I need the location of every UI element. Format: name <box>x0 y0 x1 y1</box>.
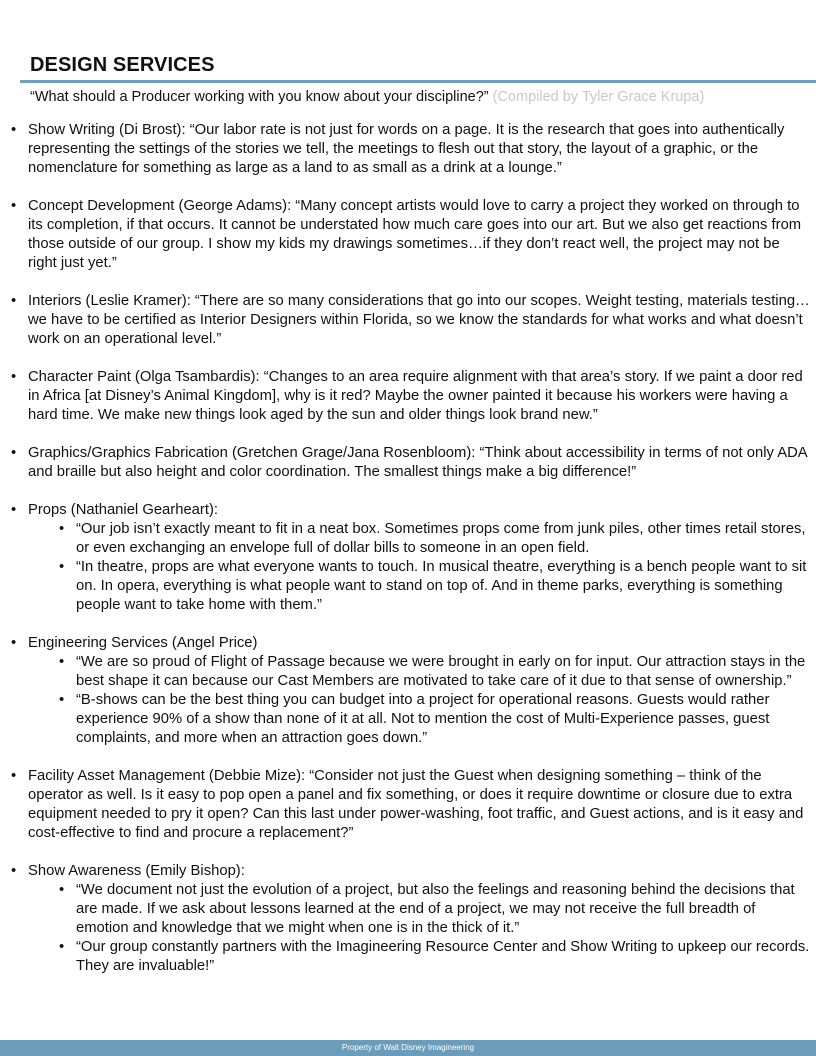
subtitle <box>30 88 704 106</box>
bullet-icon: • <box>59 521 65 537</box>
sub-list-item <box>28 558 812 615</box>
list-item <box>0 501 812 615</box>
list-item <box>0 862 812 976</box>
bullet-icon: • <box>59 939 65 955</box>
header-divider <box>20 80 816 83</box>
sub-list <box>28 881 812 976</box>
bullet-icon: • <box>11 635 17 651</box>
sub-list-item <box>28 938 812 976</box>
footer-text: Property of Walt Disney Imagineering <box>341 1043 475 1052</box>
list-item <box>0 292 812 349</box>
discipline-list <box>0 121 812 976</box>
bullet-icon: • <box>11 122 17 138</box>
sub-list-item-text: “Our group constantly partners with the Imagineering Resource Center and Show Writing to upkeep our records. They are invaluable!” <box>76 939 810 974</box>
sub-list-item <box>28 691 812 748</box>
list-item-text: Engineering Services (Angel Price) <box>28 635 258 651</box>
sub-list-item-text: “In theatre, props are what everyone wants to touch. In musical theatre, everything is a bench people want to sit on. In opera, everything is what people want to stand on top of. And in theme parks, everything is something people want to take home with them.” <box>76 559 807 613</box>
sub-list-item <box>28 881 812 938</box>
bullet-icon: • <box>11 502 17 518</box>
list-item <box>0 444 812 482</box>
sub-list-item-text: “Our job isn’t exactly meant to fit in a neat box. Sometimes props come from junk piles, other times retail stores, or even exchanging an envelope full of dollar bills to someone in an open field. <box>76 521 806 556</box>
list-item-text: Facility Asset Management (Debbie Mize): “Consider not just the Guest when designing something – think of the operator as well. Is it easy to pop open a panel and fix something, or does it require downtime or closure due to extra equipment needed to pry it open? Can this last under power-washing, foot traffic, and Guest actions, and is it easy and cost-effective to find and procure a replacement?” <box>28 768 804 841</box>
bullet-icon: • <box>11 445 17 461</box>
list-item <box>0 767 812 843</box>
sub-list-item <box>28 520 812 558</box>
bullet-icon: • <box>11 369 17 385</box>
sub-list <box>28 520 812 615</box>
sub-list-item <box>28 653 812 691</box>
subtitle-question: “What should a Producer working with you know about your discipline?” <box>30 89 489 105</box>
list-item <box>0 368 812 425</box>
sub-list <box>28 653 812 748</box>
list-item <box>0 121 812 178</box>
subtitle-credit: (Compiled by Tyler Grace Krupa) <box>492 89 705 105</box>
list-item-text: Show Writing (Di Brost): “Our labor rate is not just for words on a page. It is the research that goes into authentically representing the settings of the stories we tell, the meetings to flesh out that story, the layout of a graphic, or the nomenclature for something as large as a land to as small as a drink at a lounge.” <box>28 122 785 176</box>
bullet-icon: • <box>59 692 65 708</box>
list-item-text: Character Paint (Olga Tsambardis): “Changes to an area require alignment with that area’s story. If we paint a door red in Africa [at Disney’s Animal Kingdom], why is it red? Maybe the owner painted it because his workers were having a hard time. We make new things look aged by the sun and older things look brand new.” <box>28 369 803 423</box>
list-item-text: Interiors (Leslie Kramer): “There are so many considerations that go into our scopes. Weight testing, materials testing…we have to be certified as Interior Designers within Florida, so we know the standards for what works and what doesn’t work on an operational level.” <box>28 293 810 347</box>
page-title: DESIGN SERVICES <box>30 54 215 76</box>
list-item <box>0 197 812 273</box>
bullet-icon: • <box>59 882 65 898</box>
bullet-icon: • <box>11 293 17 309</box>
list-item-text: Concept Development (George Adams): “Many concept artists would love to carry a project they worked on through to its completion, if that occurs. It cannot be understated how much care goes into our art. But we also get reactions from those outside of our group. I show my kids my drawings sometimes…if they don’t react well, the project may not be right just yet.” <box>28 198 802 271</box>
bullet-icon: • <box>11 198 17 214</box>
content-area <box>0 121 812 995</box>
bullet-icon: • <box>11 768 17 784</box>
bullet-icon: • <box>59 559 65 575</box>
list-item <box>0 634 812 748</box>
list-item-text: Graphics/Graphics Fabrication (Gretchen Grage/Jana Rosenbloom): “Think about accessibility in terms of not only ADA and braille but also height and color coordination. The smallest things make a big difference!” <box>28 445 807 480</box>
list-item-text: Props (Nathaniel Gearheart): <box>28 502 218 518</box>
bullet-icon: • <box>11 863 17 879</box>
bullet-icon: • <box>59 654 65 670</box>
sub-list-item-text: “We document not just the evolution of a project, but also the feelings and reasoning behind the decisions that are made. If we ask about lessons learned at the end of a project, we may not receive the full breadth of emotion and knowledge that we might when one is in the thick of it.” <box>76 882 795 936</box>
footer-bar <box>0 1040 816 1056</box>
sub-list-item-text: “We are so proud of Flight of Passage because we were brought in early on for input. Our attraction stays in the best shape it can because our Cast Members are motivated to take care of it due to that sense of ownership.” <box>76 654 806 689</box>
list-item-text: Show Awareness (Emily Bishop): <box>28 863 245 879</box>
sub-list-item-text: “B-shows can be the best thing you can budget into a project for operational reasons. Guests would rather experience 90% of a show than none of it at all. Not to mention the cost of Multi-Experience passes, guest complaints, and more when an attraction goes down.” <box>76 692 770 746</box>
